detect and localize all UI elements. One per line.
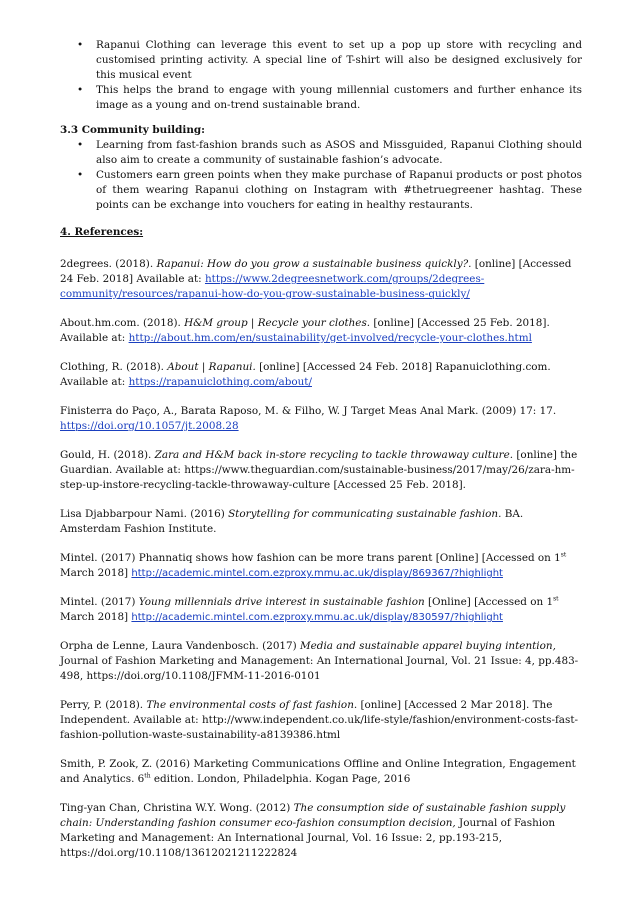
list-item: • Customers earn green points when they make purchase of Rapanui products or post photos of them wearing Rapanui clothing on Instagram with #thetruegreener hashtag. These points can be exchange into vouchers for eating in healthy restaurants.: [77, 169, 582, 211]
list-item: • Rapanui Clothing can leverage this event to set up a pop up store with recycling and customised printing activity. A special line of T-shirt will also be designed exclusively for this musical event: [77, 39, 582, 81]
bullet-icon: •: [77, 169, 84, 181]
document-page: [60, 38, 582, 861]
reference-link[interactable]: http://academic.mintel.com.ezproxy.mmu.ac.uk/display/869367/?highlight: [131, 568, 503, 579]
reference-link[interactable]: http://academic.mintel.com.ezproxy.mmu.ac.uk/display/830597/?highlight: [131, 612, 503, 623]
list-item: • This helps the brand to engage with young millennial customers and further enhance its image as a young and on-trend sustainable brand.: [77, 84, 582, 111]
list-item: • Learning from fast-fashion brands such as ASOS and Missguided, Rapanui Clothing should also aim to create a community of sustainable fashion’s advocate.: [77, 139, 582, 166]
reference-link[interactable]: https://doi.org/10.1057/jt.2008.28: [60, 420, 239, 432]
reference-entry: Clothing, R. (2018). About | Rapanui. [online] [Accessed 24 Feb. 2018] Rapanuiclothing.com. Available at: https://rapanuiclothing.com/about/: [60, 361, 551, 388]
bullet-icon: •: [77, 39, 84, 51]
section-heading-community: 3.3 Community building:: [60, 124, 205, 136]
event-bullet-list: [60, 38, 582, 113]
reference-entry: Smith, P. Zook, Z. (2016) Marketing Communications Offline and Online Integration, Engagement and Analytics. 6th edition. London, Philadelphia. Kogan Page, 2016: [60, 758, 576, 785]
reference-entry: Orpha de Lenne, Laura Vandenbosch. (2017) Media and sustainable apparel buying intention, Journal of Fashion Marketing and Management: An International Journal, Vol. 21 Issue: 4, pp.483-498, https://doi.org/10.1108/JFMM-11-2016-0101: [60, 640, 579, 682]
reference-link[interactable]: https://rapanuiclothing.com/about/: [128, 376, 312, 388]
reference-entry: Ting-yan Chan, Christina W.Y. Wong. (2012) The consumption side of sustainable fashion supply chain: Understanding fashion consumer eco-fashion consumption decision, Journal of Fashion Marketing and Management: An International Journal, Vol. 16 Issue: 2, pp.193-215, https://doi.org/10.1108/13612021211222824: [60, 802, 566, 859]
reference-entry: Finisterra do Paço, A., Barata Raposo, M. & Filho, W. J Target Meas Anal Mark. (2009) 17: 17. https://doi.org/10.1057/jt.2008.28: [60, 405, 557, 432]
reference-entry: Mintel. (2017) Phannatiq shows how fashion can be more trans parent [Online] [Accessed on 1st March 2018] http://academic.mintel.com.ezproxy.mmu.ac.uk/display/869367/?highlight: [60, 551, 567, 579]
reference-entry: Lisa Djabbarpour Nami. (2016) Storytelling for communicating sustainable fashion. BA. Amsterdam Fashion Institute.: [60, 508, 524, 535]
reference-entry: Mintel. (2017) Young millennials drive interest in sustainable fashion [Online] [Accessed on 1st March 2018] http://academic.mintel.com.ezproxy.mmu.ac.uk/display/830597/?highlight: [60, 595, 559, 623]
reference-entry: Perry, P. (2018). The environmental costs of fast fashion. [online] [Accessed 2 Mar 2018]. The Independent. Available at: http://www.independent.co.uk/life-style/fashion/environment-costs-fast-fashion-pollution-waste-sustainability-a8139386.html: [60, 699, 579, 741]
bullet-icon: •: [77, 139, 84, 151]
reference-entry: 2degrees. (2018). Rapanui: How do you grow a sustainable business quickly?. [online] [Accessed 24 Feb. 2018] Available at: https://www.2degreesnetwork.com/groups/2degrees-community/resources/rapanui-how-do-you-grow-sustainable-business-quickly/: [60, 258, 572, 300]
reference-link[interactable]: http://about.hm.com/en/sustainability/get-involved/recycle-your-clothes.html: [128, 332, 532, 344]
reference-entry: About.hm.com. (2018). H&M group | Recycle your clothes. [online] [Accessed 25 Feb. 2018]. Available at: http://about.hm.com/en/sustainability/get-involved/recycle-your-clothes.html: [60, 317, 550, 344]
section-heading-references: 4. References:: [60, 226, 144, 238]
bullet-icon: •: [77, 84, 84, 96]
reference-entry: Gould, H. (2018). Zara and H&M back in-store recycling to tackle throwaway culture. [online] the Guardian. Available at: https://www.theguardian.com/sustainable-business/2017/may/26/zara-hm-step-up-instore-recycling-tackle-throwaway-culture [Accessed 25 Feb. 2018].: [60, 449, 578, 491]
community-bullet-list: [60, 138, 582, 213]
reference-link[interactable]: https://www.2degreesnetwork.com/groups/2degrees-community/resources/rapanui-how-do-you-grow-sustainable-business-quickly/: [60, 273, 485, 300]
